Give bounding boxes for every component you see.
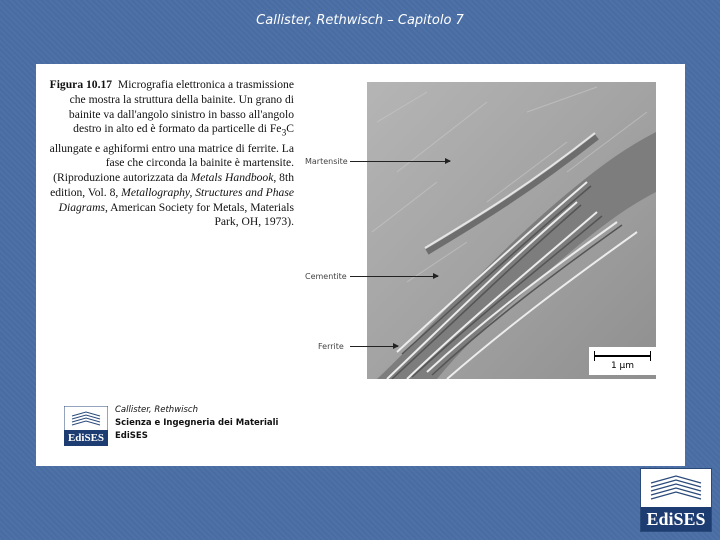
figure-caption <box>46 78 294 230</box>
caption-text-3: , 8th edition, Vol. 8, <box>50 171 294 199</box>
book-authors: Callister, Rethwisch <box>115 405 198 415</box>
ferrite-pointer <box>350 346 398 347</box>
martensite-label: Martensite <box>305 157 348 166</box>
bainite-micrograph <box>367 82 656 379</box>
book-credit <box>115 404 278 443</box>
caption-text-4: , American Society for Metals, Materials Park, OH, 1973). <box>105 200 294 229</box>
ferrite-label: Ferrite <box>318 342 344 351</box>
corner-logo-text: EdiSES <box>641 507 711 531</box>
caption-text-1: Micrografia elettronica a trasmissione che mostra la struttura della bainite. Un grano di bainite va dall'angolo sinistro in basso all'angolo destro in alto ed è formato da particelle di Fe <box>68 78 294 136</box>
micrograph-image <box>367 82 656 379</box>
cementite-label: Cementite <box>305 272 347 281</box>
caption-subscript: 3 <box>281 127 287 139</box>
open-book-icon <box>641 469 711 507</box>
cementite-pointer <box>350 276 438 277</box>
scale-bar-label: 1 μm <box>610 361 635 371</box>
scale-bar-box <box>589 347 656 375</box>
book-publisher: EdiSES <box>115 431 148 441</box>
book-title: Scienza e Ingegneria dei Materiali <box>115 418 279 428</box>
edises-book-logo <box>64 406 108 446</box>
figure-label: Figura 10.17 <box>49 78 113 91</box>
slide-title: Callister, Rethwisch – Capitolo 7 <box>256 13 464 28</box>
edises-corner-logo <box>640 468 712 532</box>
caption-text-2: C allungate e aghiformi entro una matrice di ferrite. La fase che circonda la bainite è martensite. (Riproduzione autorizzata da <box>49 122 294 185</box>
scale-bar <box>594 355 651 357</box>
caption-italic-1: Metals Handbook <box>190 171 274 185</box>
caption-italic-2: Metallography, Structures and Phase Diagrams <box>58 185 294 214</box>
martensite-pointer <box>350 161 450 162</box>
book-logo-text: EdiSES <box>64 431 108 446</box>
